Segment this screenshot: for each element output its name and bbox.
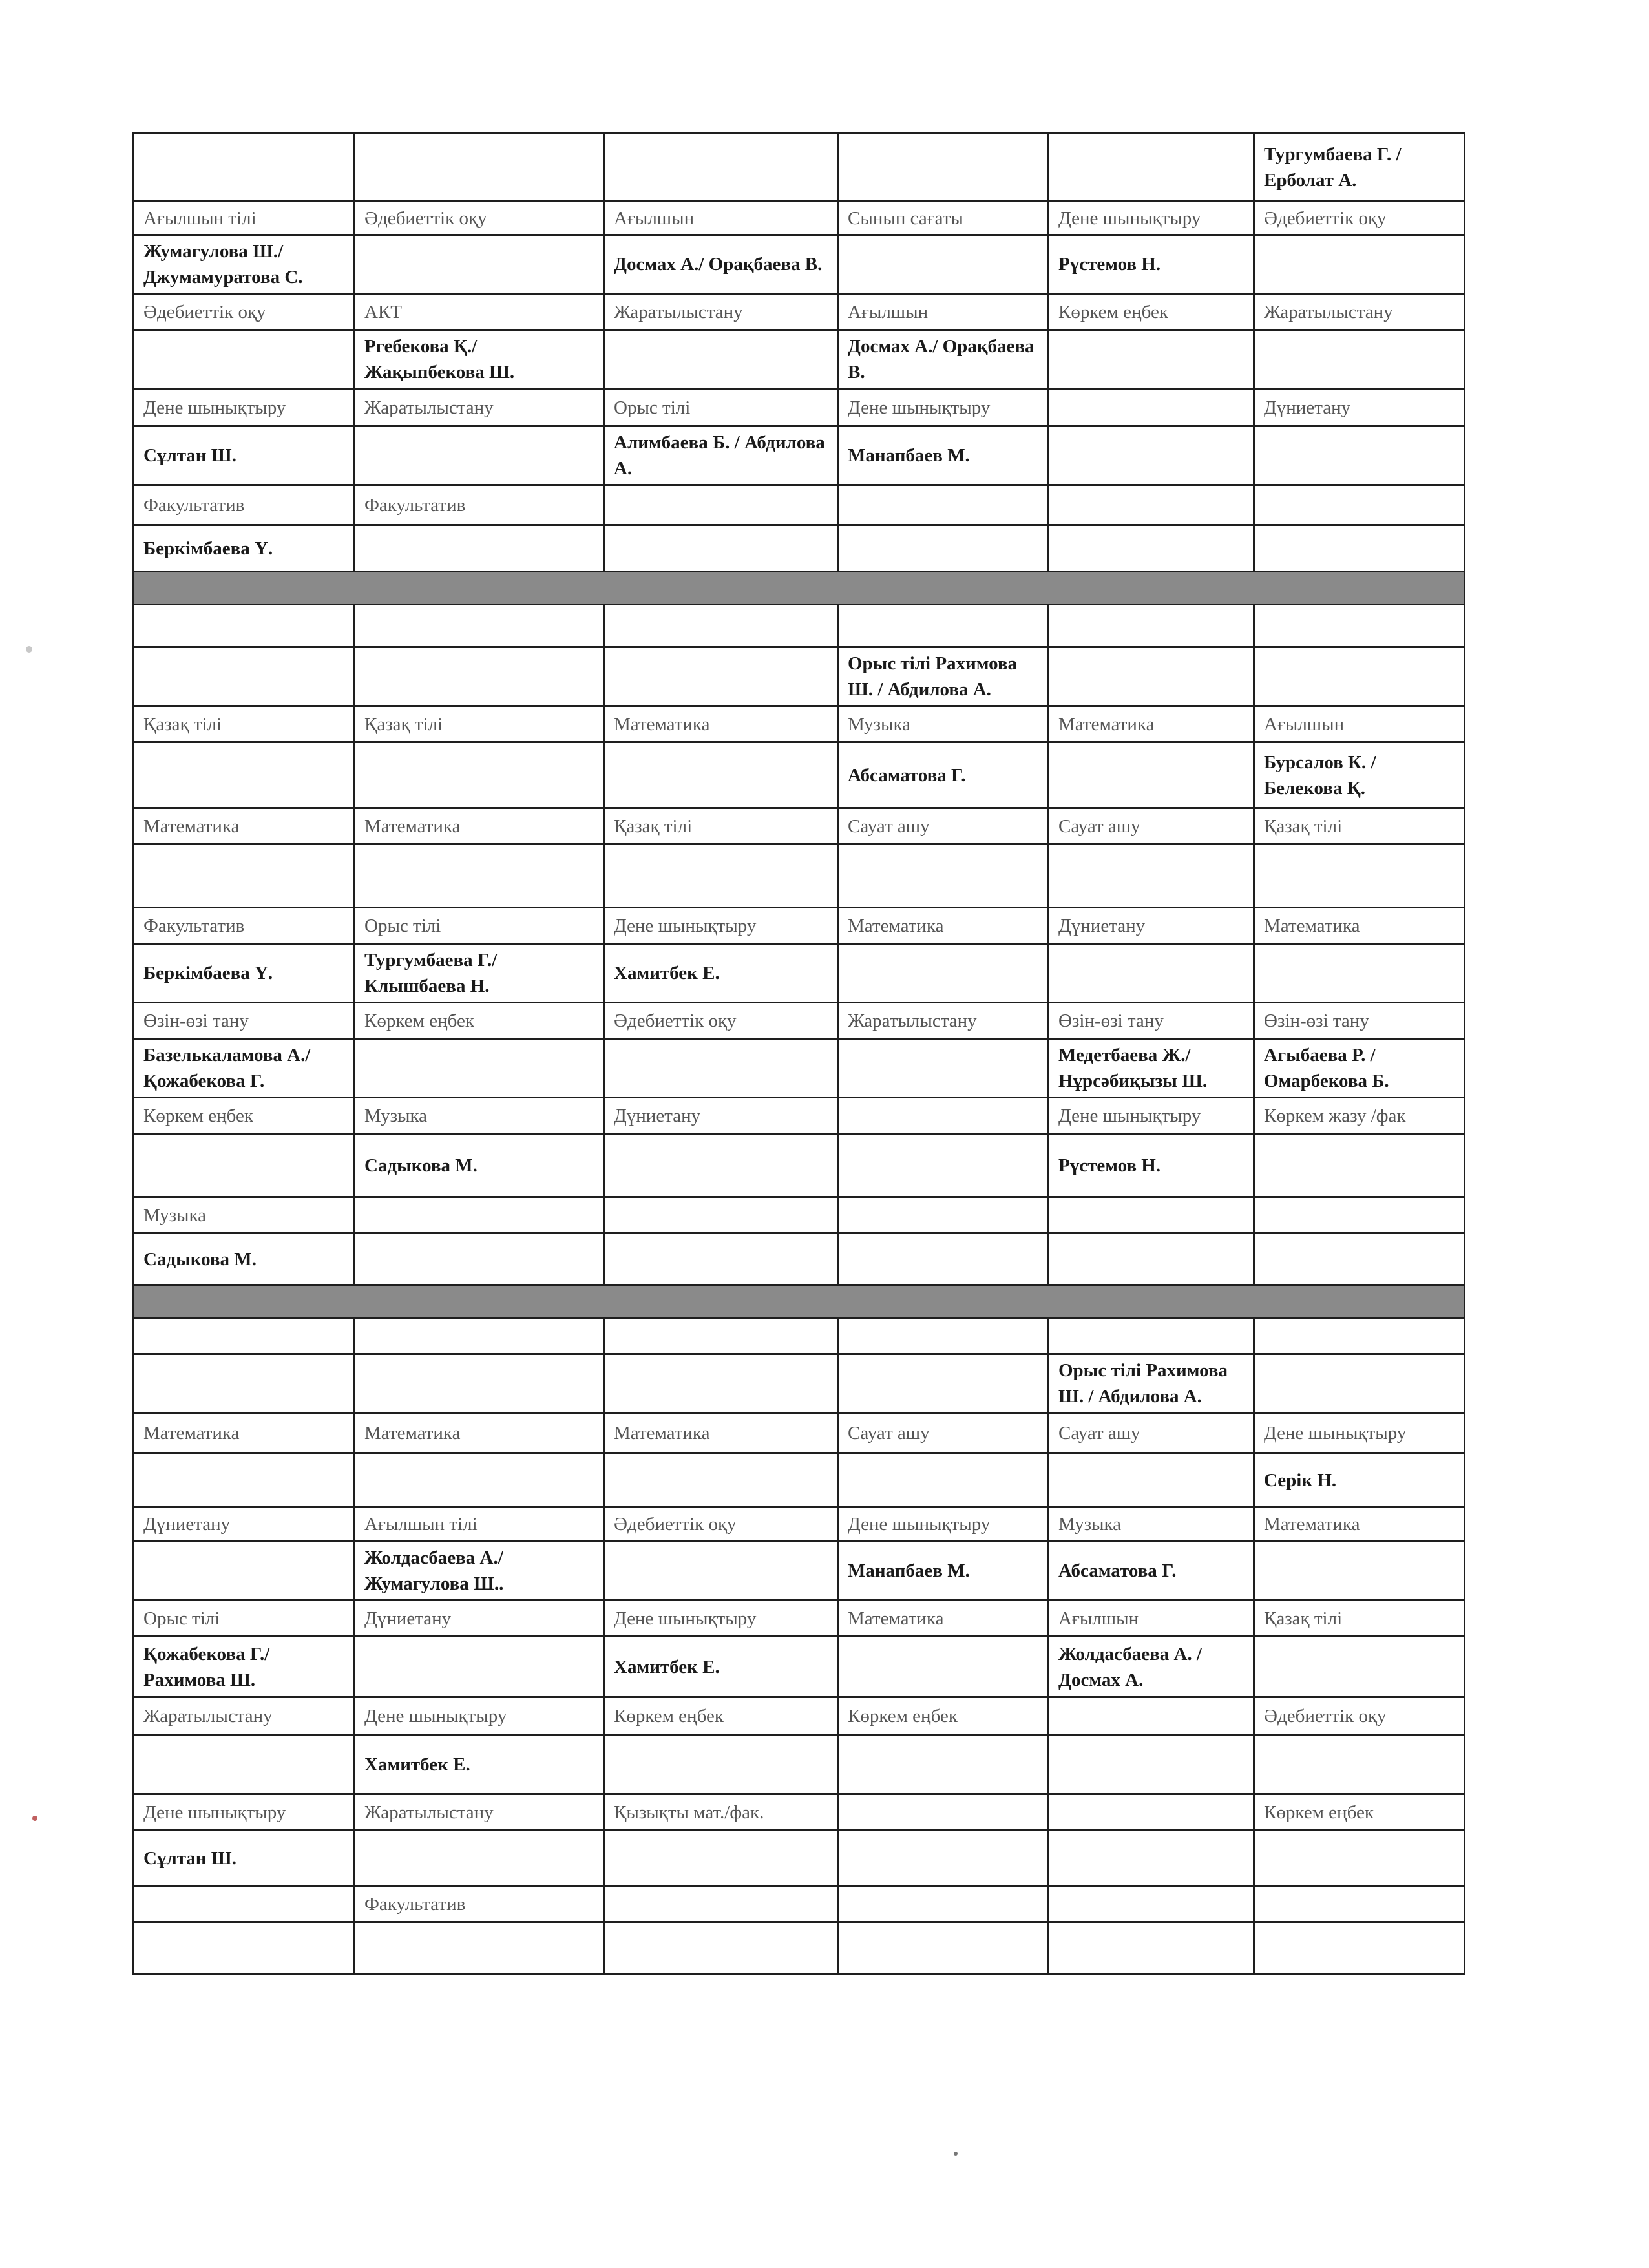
teacher-cell bbox=[604, 1541, 838, 1601]
subject-cell: Дене шынықтыру bbox=[604, 1601, 838, 1637]
subject-cell: Қызықты мат./фак. bbox=[604, 1794, 838, 1831]
schedule-row bbox=[134, 742, 1465, 808]
subject-cell: Математика bbox=[1254, 908, 1465, 944]
schedule-row bbox=[134, 1637, 1465, 1697]
subject-cell bbox=[1049, 605, 1254, 647]
teacher-cell: Манапбаев М. bbox=[838, 1541, 1049, 1601]
teacher-cell: Сұлтан Ш. bbox=[134, 1831, 355, 1886]
teacher-cell bbox=[838, 525, 1049, 572]
teacher-cell: Тургумбаева Г. / Ерболат А. bbox=[1254, 134, 1465, 202]
subject-cell: Математика bbox=[604, 1413, 838, 1453]
schedule-row bbox=[134, 1735, 1465, 1794]
schedule-row bbox=[134, 1098, 1465, 1134]
teacher-cell bbox=[1049, 134, 1254, 202]
subject-cell bbox=[1049, 1197, 1254, 1234]
teacher-cell: Беркімбаева Ү. bbox=[134, 944, 355, 1003]
subject-cell: Әдебиеттік оқу bbox=[604, 1507, 838, 1541]
subject-cell bbox=[838, 1318, 1049, 1354]
subject-cell: Дүниетану bbox=[355, 1601, 604, 1637]
subject-cell: Қазақ тілі bbox=[1254, 808, 1465, 845]
teacher-cell bbox=[1049, 1735, 1254, 1794]
teacher-cell bbox=[1049, 647, 1254, 706]
teacher-cell bbox=[134, 134, 355, 202]
teacher-cell bbox=[355, 1922, 604, 1974]
timetable bbox=[132, 132, 1465, 1975]
subject-cell: Көркем еңбек bbox=[604, 1697, 838, 1735]
subject-cell: Ағылшын bbox=[838, 294, 1049, 330]
teacher-cell: Ргебекова Қ./ Жақыпбекова Ш. bbox=[355, 330, 604, 389]
teacher-cell: Сұлтан Ш. bbox=[134, 426, 355, 485]
subject-cell: Математика bbox=[355, 1413, 604, 1453]
teacher-cell: Жолдасбаева А. / Досмах А. bbox=[1049, 1637, 1254, 1697]
subject-cell: Көркем еңбек bbox=[134, 1098, 355, 1134]
teacher-cell bbox=[838, 1831, 1049, 1886]
subject-cell bbox=[134, 1318, 355, 1354]
teacher-cell bbox=[604, 1234, 838, 1285]
subject-cell: Музыка bbox=[134, 1197, 355, 1234]
schedule-row bbox=[134, 1507, 1465, 1541]
timetable-body bbox=[134, 134, 1465, 1974]
scan-speck bbox=[954, 2152, 958, 2156]
subject-cell bbox=[604, 605, 838, 647]
teacher-cell bbox=[355, 426, 604, 485]
teacher-cell bbox=[355, 1234, 604, 1285]
schedule-row bbox=[134, 202, 1465, 235]
subject-cell bbox=[838, 605, 1049, 647]
subject-cell bbox=[1254, 1318, 1465, 1354]
subject-cell bbox=[838, 1794, 1049, 1831]
teacher-cell bbox=[838, 1453, 1049, 1507]
teacher-cell bbox=[355, 1354, 604, 1413]
subject-cell: Әдебиеттік оқу bbox=[355, 202, 604, 235]
day-separator-bar bbox=[134, 1285, 1465, 1318]
teacher-cell bbox=[604, 1831, 838, 1886]
subject-cell: Дене шынықтыру bbox=[1049, 1098, 1254, 1134]
teacher-cell bbox=[355, 742, 604, 808]
day-separator bbox=[134, 572, 1465, 605]
teacher-cell bbox=[1254, 235, 1465, 294]
subject-cell: Факультатив bbox=[355, 485, 604, 525]
subject-cell bbox=[604, 485, 838, 525]
teacher-cell bbox=[1049, 330, 1254, 389]
subject-cell bbox=[1254, 1197, 1465, 1234]
schedule-row bbox=[134, 845, 1465, 908]
subject-cell bbox=[838, 1197, 1049, 1234]
subject-cell bbox=[1049, 389, 1254, 426]
teacher-cell bbox=[838, 1354, 1049, 1413]
schedule-row bbox=[134, 944, 1465, 1003]
teacher-cell: Орыс тілі Рахимова Ш. / Абдилова А. bbox=[1049, 1354, 1254, 1413]
teacher-cell bbox=[604, 1354, 838, 1413]
teacher-cell bbox=[604, 330, 838, 389]
subject-cell: АКТ bbox=[355, 294, 604, 330]
schedule-row bbox=[134, 1413, 1465, 1453]
subject-cell: Сауат ашу bbox=[838, 808, 1049, 845]
teacher-cell bbox=[134, 1354, 355, 1413]
subject-cell: Математика bbox=[838, 908, 1049, 944]
teacher-cell bbox=[604, 134, 838, 202]
teacher-cell: Жолдасбаева А./ Жумагулова Ш.. bbox=[355, 1541, 604, 1601]
teacher-cell bbox=[838, 1735, 1049, 1794]
teacher-cell bbox=[604, 1735, 838, 1794]
teacher-cell bbox=[134, 1541, 355, 1601]
schedule-row bbox=[134, 1003, 1465, 1039]
subject-cell: Дене шынықтыру bbox=[134, 389, 355, 426]
teacher-cell bbox=[134, 742, 355, 808]
subject-cell bbox=[1254, 1886, 1465, 1922]
teacher-cell bbox=[134, 647, 355, 706]
teacher-cell bbox=[604, 742, 838, 808]
subject-cell bbox=[1254, 485, 1465, 525]
teacher-cell bbox=[1254, 1234, 1465, 1285]
teacher-cell bbox=[838, 1922, 1049, 1974]
subject-cell: Сауат ашу bbox=[1049, 1413, 1254, 1453]
teacher-cell bbox=[838, 1039, 1049, 1098]
subject-cell bbox=[355, 1197, 604, 1234]
teacher-cell: Досмах А./ Орақбаева В. bbox=[838, 330, 1049, 389]
teacher-cell bbox=[838, 1637, 1049, 1697]
subject-cell bbox=[838, 485, 1049, 525]
subject-cell: Ағылшын bbox=[604, 202, 838, 235]
subject-cell bbox=[838, 1098, 1049, 1134]
teacher-cell bbox=[604, 525, 838, 572]
subject-cell: Музыка bbox=[838, 706, 1049, 742]
teacher-cell bbox=[604, 1039, 838, 1098]
teacher-cell: Тургумбаева Г./ Клышбаева Н. bbox=[355, 944, 604, 1003]
schedule-row bbox=[134, 1697, 1465, 1735]
teacher-cell bbox=[604, 845, 838, 908]
schedule-row bbox=[134, 134, 1465, 202]
teacher-cell: Орыс тілі Рахимова Ш. / Абдилова А. bbox=[838, 647, 1049, 706]
subject-cell: Математика bbox=[134, 1413, 355, 1453]
subject-cell: Көркем еңбек bbox=[838, 1697, 1049, 1735]
teacher-cell bbox=[355, 647, 604, 706]
teacher-cell bbox=[838, 1234, 1049, 1285]
teacher-cell: Манапбаев М. bbox=[838, 426, 1049, 485]
subject-cell bbox=[134, 605, 355, 647]
subject-cell: Қазақ тілі bbox=[1254, 1601, 1465, 1637]
schedule-row bbox=[134, 389, 1465, 426]
teacher-cell bbox=[355, 845, 604, 908]
teacher-cell bbox=[134, 330, 355, 389]
teacher-cell: Садыкова М. bbox=[134, 1234, 355, 1285]
subject-cell: Жаратылыстану bbox=[838, 1003, 1049, 1039]
subject-cell: Әдебиеттік оқу bbox=[1254, 1697, 1465, 1735]
schedule-row bbox=[134, 1197, 1465, 1234]
teacher-cell bbox=[1254, 1831, 1465, 1886]
teacher-cell bbox=[838, 235, 1049, 294]
subject-cell bbox=[355, 605, 604, 647]
teacher-cell: Медетбаева Ж./ Нұрсәбиқызы Ш. bbox=[1049, 1039, 1254, 1098]
schedule-row bbox=[134, 605, 1465, 647]
day-separator-bar bbox=[134, 572, 1465, 605]
teacher-cell bbox=[134, 1922, 355, 1974]
subject-cell: Факультатив bbox=[355, 1886, 604, 1922]
subject-cell: Дүниетану bbox=[134, 1507, 355, 1541]
subject-cell: Факультатив bbox=[134, 485, 355, 525]
schedule-row bbox=[134, 235, 1465, 294]
teacher-cell bbox=[1254, 647, 1465, 706]
subject-cell: Әдебиеттік оқу bbox=[134, 294, 355, 330]
teacher-cell bbox=[604, 647, 838, 706]
schedule-row bbox=[134, 426, 1465, 485]
subject-cell bbox=[134, 1886, 355, 1922]
schedule-row bbox=[134, 1134, 1465, 1197]
subject-cell: Жаратылыстану bbox=[134, 1697, 355, 1735]
teacher-cell bbox=[355, 1637, 604, 1697]
subject-cell: Дүниетану bbox=[1254, 389, 1465, 426]
teacher-cell bbox=[1254, 845, 1465, 908]
day-separator bbox=[134, 1285, 1465, 1318]
subject-cell: Дене шынықтыру bbox=[355, 1697, 604, 1735]
teacher-cell bbox=[134, 1735, 355, 1794]
subject-cell: Сауат ашу bbox=[1049, 808, 1254, 845]
teacher-cell bbox=[355, 525, 604, 572]
subject-cell: Дене шынықтыру bbox=[604, 908, 838, 944]
subject-cell: Дене шынықтыру bbox=[1049, 202, 1254, 235]
schedule-row bbox=[134, 1794, 1465, 1831]
subject-cell bbox=[1049, 1318, 1254, 1354]
subject-cell: Өзін-өзі тану bbox=[1049, 1003, 1254, 1039]
subject-cell: Орыс тілі bbox=[134, 1601, 355, 1637]
subject-cell: Орыс тілі bbox=[604, 389, 838, 426]
teacher-cell: Хамитбек Е. bbox=[355, 1735, 604, 1794]
teacher-cell bbox=[604, 1134, 838, 1197]
subject-cell bbox=[838, 1886, 1049, 1922]
subject-cell: Музыка bbox=[1049, 1507, 1254, 1541]
schedule-row bbox=[134, 1541, 1465, 1601]
teacher-cell bbox=[355, 1453, 604, 1507]
schedule-row bbox=[134, 1886, 1465, 1922]
subject-cell: Ағылшын bbox=[1254, 706, 1465, 742]
teacher-cell bbox=[838, 944, 1049, 1003]
schedule-row bbox=[134, 1234, 1465, 1285]
teacher-cell bbox=[1254, 426, 1465, 485]
subject-cell: Өзін-өзі тану bbox=[134, 1003, 355, 1039]
subject-cell: Қазақ тілі bbox=[134, 706, 355, 742]
teacher-cell bbox=[1254, 525, 1465, 572]
subject-cell: Дүниетану bbox=[1049, 908, 1254, 944]
teacher-cell bbox=[134, 1453, 355, 1507]
subject-cell: Қазақ тілі bbox=[355, 706, 604, 742]
subject-cell: Ағылшын тілі bbox=[355, 1507, 604, 1541]
subject-cell: Қазақ тілі bbox=[604, 808, 838, 845]
teacher-cell: Рүстемов Н. bbox=[1049, 1134, 1254, 1197]
teacher-cell bbox=[1254, 1922, 1465, 1974]
teacher-cell bbox=[355, 1831, 604, 1886]
subject-cell: Факультатив bbox=[134, 908, 355, 944]
subject-cell: Сауат ашу bbox=[838, 1413, 1049, 1453]
subject-cell bbox=[1049, 1697, 1254, 1735]
subject-cell bbox=[604, 1318, 838, 1354]
subject-cell bbox=[1049, 1886, 1254, 1922]
schedule-row bbox=[134, 706, 1465, 742]
teacher-cell bbox=[1254, 944, 1465, 1003]
teacher-cell bbox=[1049, 525, 1254, 572]
teacher-cell: Абсаматова Г. bbox=[838, 742, 1049, 808]
subject-cell: Көркем еңбек bbox=[355, 1003, 604, 1039]
subject-cell bbox=[1254, 605, 1465, 647]
teacher-cell: Хамитбек Е. bbox=[604, 1637, 838, 1697]
subject-cell: Жаратылыстану bbox=[355, 389, 604, 426]
schedule-row bbox=[134, 294, 1465, 330]
schedule-row bbox=[134, 1318, 1465, 1354]
teacher-cell: Садыкова М. bbox=[355, 1134, 604, 1197]
subject-cell bbox=[604, 1886, 838, 1922]
teacher-cell: Беркімбаева Ү. bbox=[134, 525, 355, 572]
schedule-row bbox=[134, 1354, 1465, 1413]
schedule-row bbox=[134, 908, 1465, 944]
subject-cell bbox=[1049, 485, 1254, 525]
teacher-cell bbox=[1049, 742, 1254, 808]
subject-cell: Математика bbox=[604, 706, 838, 742]
subject-cell: Ағылшын тілі bbox=[134, 202, 355, 235]
subject-cell: Сынып сағаты bbox=[838, 202, 1049, 235]
teacher-cell bbox=[1254, 330, 1465, 389]
teacher-cell bbox=[1049, 426, 1254, 485]
schedule-row bbox=[134, 525, 1465, 572]
teacher-cell: Абсаматова Г. bbox=[1049, 1541, 1254, 1601]
scan-speck bbox=[26, 646, 32, 653]
schedule-row bbox=[134, 1601, 1465, 1637]
teacher-cell bbox=[1049, 1453, 1254, 1507]
teacher-cell: Қожабекова Г./ Рахимова Ш. bbox=[134, 1637, 355, 1697]
schedule-row bbox=[134, 647, 1465, 706]
teacher-cell bbox=[604, 1922, 838, 1974]
subject-cell: Жаратылыстану bbox=[604, 294, 838, 330]
teacher-cell bbox=[1049, 1922, 1254, 1974]
subject-cell: Дене шынықтыру bbox=[838, 1507, 1049, 1541]
teacher-cell bbox=[838, 134, 1049, 202]
subject-cell: Көркем еңбек bbox=[1049, 294, 1254, 330]
schedule-row bbox=[134, 808, 1465, 845]
subject-cell: Математика bbox=[1254, 1507, 1465, 1541]
teacher-cell bbox=[355, 235, 604, 294]
teacher-cell bbox=[1254, 1735, 1465, 1794]
teacher-cell bbox=[838, 845, 1049, 908]
schedule-row bbox=[134, 1039, 1465, 1098]
subject-cell: Орыс тілі bbox=[355, 908, 604, 944]
subject-cell: Математика bbox=[355, 808, 604, 845]
teacher-cell bbox=[604, 1453, 838, 1507]
subject-cell bbox=[355, 1318, 604, 1354]
subject-cell bbox=[604, 1197, 838, 1234]
subject-cell: Дүниетану bbox=[604, 1098, 838, 1134]
subject-cell: Өзін-өзі тану bbox=[1254, 1003, 1465, 1039]
teacher-cell: Бурсалов К. / Белекова Қ. bbox=[1254, 742, 1465, 808]
schedule-row bbox=[134, 1453, 1465, 1507]
teacher-cell: Агыбаева Р. / Омарбекова Б. bbox=[1254, 1039, 1465, 1098]
teacher-cell: Серік Н. bbox=[1254, 1453, 1465, 1507]
teacher-cell: Хамитбек Е. bbox=[604, 944, 838, 1003]
teacher-cell bbox=[1254, 1637, 1465, 1697]
subject-cell: Дене шынықтыру bbox=[838, 389, 1049, 426]
subject-cell: Дене шынықтыру bbox=[1254, 1413, 1465, 1453]
subject-cell: Әдебиеттік оқу bbox=[604, 1003, 838, 1039]
subject-cell bbox=[1049, 1794, 1254, 1831]
teacher-cell bbox=[1049, 1831, 1254, 1886]
subject-cell: Жаратылыстану bbox=[355, 1794, 604, 1831]
teacher-cell: Алимбаева Б. / Абдилова А. bbox=[604, 426, 838, 485]
teacher-cell bbox=[134, 1134, 355, 1197]
subject-cell: Математика bbox=[838, 1601, 1049, 1637]
teacher-cell bbox=[1049, 944, 1254, 1003]
schedule-row bbox=[134, 1922, 1465, 1974]
subject-cell: Көркем еңбек bbox=[1254, 1794, 1465, 1831]
teacher-cell: Базелькаламова А./ Қожабекова Г. bbox=[134, 1039, 355, 1098]
subject-cell: Музыка bbox=[355, 1098, 604, 1134]
teacher-cell bbox=[1254, 1134, 1465, 1197]
subject-cell: Математика bbox=[1049, 706, 1254, 742]
subject-cell: Жаратылыстану bbox=[1254, 294, 1465, 330]
teacher-cell: Досмах А./ Орақбаева В. bbox=[604, 235, 838, 294]
subject-cell: Дене шынықтыру bbox=[134, 1794, 355, 1831]
teacher-cell bbox=[1254, 1354, 1465, 1413]
scan-speck bbox=[32, 1816, 37, 1821]
teacher-cell bbox=[1254, 1541, 1465, 1601]
subject-cell: Көркем жазу /фак bbox=[1254, 1098, 1465, 1134]
subject-cell: Әдебиеттік оқу bbox=[1254, 202, 1465, 235]
teacher-cell: Рүстемов Н. bbox=[1049, 235, 1254, 294]
schedule-row bbox=[134, 485, 1465, 525]
teacher-cell bbox=[1049, 845, 1254, 908]
subject-cell: Ағылшын bbox=[1049, 1601, 1254, 1637]
teacher-cell bbox=[838, 1134, 1049, 1197]
schedule-row bbox=[134, 1831, 1465, 1886]
schedule-row bbox=[134, 330, 1465, 389]
teacher-cell bbox=[355, 134, 604, 202]
subject-cell: Математика bbox=[134, 808, 355, 845]
teacher-cell bbox=[1049, 1234, 1254, 1285]
teacher-cell: Жумагулова Ш./ Джумамуратова С. bbox=[134, 235, 355, 294]
teacher-cell bbox=[134, 845, 355, 908]
teacher-cell bbox=[355, 1039, 604, 1098]
